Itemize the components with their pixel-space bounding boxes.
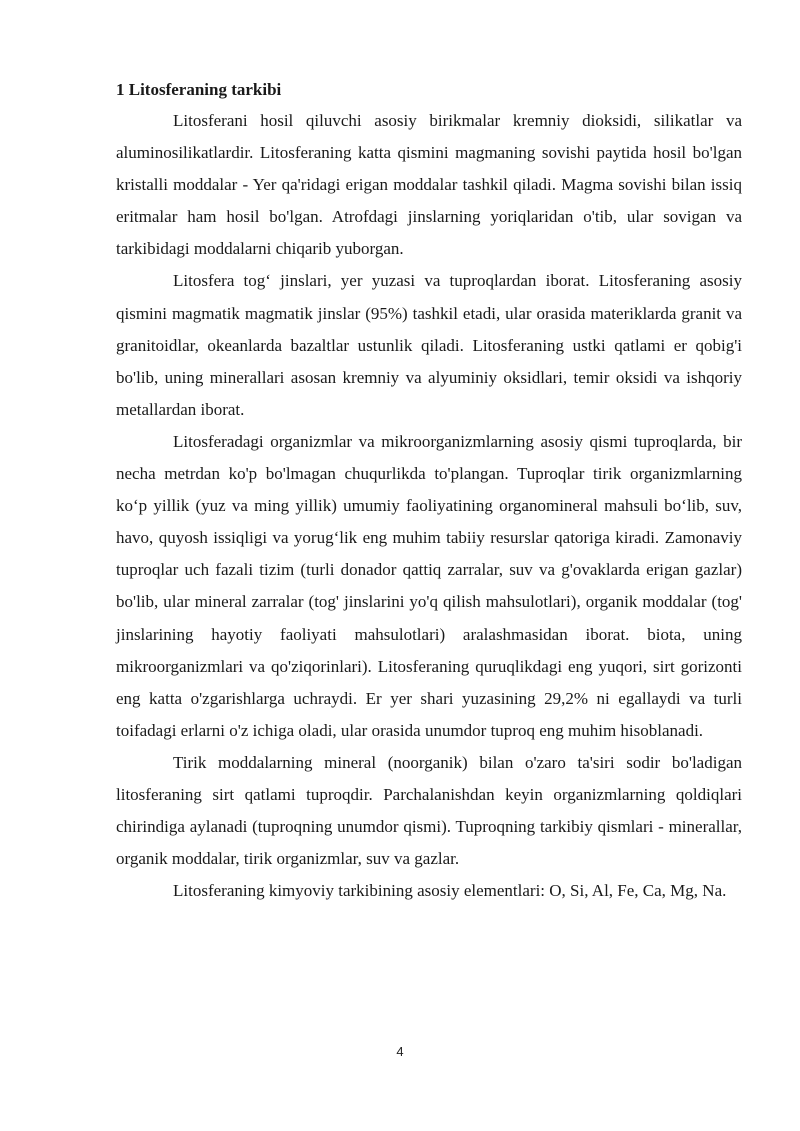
page-number: 4 (396, 1044, 404, 1059)
section-title: 1 Litosferaning tarkibi (116, 80, 282, 99)
paragraph-1: Litosferani hosil qiluvchi asosiy birikmalar kremniy dioksidi, silikatlar va aluminosilikatlardir. Litosferaning katta qismini magmaning sovishi paytida hosil bo'lgan kristalli moddalar - Yer qa'ridagi erigan moddalar tashkil qiladi. Magma sovishi bilan issiq eritmalar ham hosil bo'lgan. Atrofdagi jinslarning yoriqlaridan o'tib, ular sovigan va tarkibidagi moddalarni chiqarib yuborgan. (116, 111, 742, 259)
paragraph-5: Litosferaning kimyoviy tarkibining asosiy elementlari: O, Si, Al, Fe, Ca, Mg, Na. (173, 881, 727, 901)
document-page (116, 74, 742, 907)
paragraph-4: Tirik moddalarning mineral (noorganik) bilan o'zaro ta'siri sodir bo'ladigan litosferaning sirt qatlami tuproqdir. Parchalanishdan keyin organizmlarning qoldiqlari chirindiga aylanadi (tuproqning unumdor qismi). Tuproqning tarkibiy qismlari - minerallar, organik moddalar, tirik organizmlar, suv va gazlar. (116, 752, 742, 869)
paragraph-3: Litosferadagi organizmlar va mikroorganizmlarning asosiy qismi tuproqlarda, bir necha metrdan ko'p bo'lmagan chuqurlikda to'plangan. Tuproqlar tirik organizmlarning ko‘p yillik (yuz va ming yillik) umumiy faoliyatining organomineral mahsuli bo‘lib, suv, havo, quyosh issiqligi va yorug‘lik eng muhim tabiiy resurslar qatoriga kiradi. Zamonaviy tuproqlar uch fazali tizim (turli donador qattiq zarralar, suv va g'ovaklarda erigan gazlar) bo'lib, ular mineral zarralar (tog' jinslarini yo'q qilish mahsulotlari), organik moddalar (tog' jinslarining hayotiy faoliyati mahsulotlari) aralashmasidan iborat. biota, uning mikroorganizmlari va qo'ziqorinlari). Litosferaning quruqlikdagi eng yuqori, sirt gorizonti eng katta o'zgarishlarga uchraydi. Er yer shari yuzasining 29,2% ni egallaydi va turli toifadagi erlarni o'z ichiga oladi, ular orasida unumdor tuproq eng muhim hisoblanadi. (116, 431, 742, 740)
paragraph-2: Litosfera tog‘ jinslari, yer yuzasi va tuproqlardan iborat. Litosferaning asosiy qismini magmatik magmatik jinslar (95%) tashkil etadi, ular orasida materiklarda granit va granitoidlar, okeanlarda bazaltlar ustunlik qiladi. Litosferaning ustki qatlami er qobig'i bo'lib, uning minerallari asosan kremniy va alyuminiy oksidlari, temir oksidi va ishqoriy metallardan iborat. (116, 271, 742, 419)
